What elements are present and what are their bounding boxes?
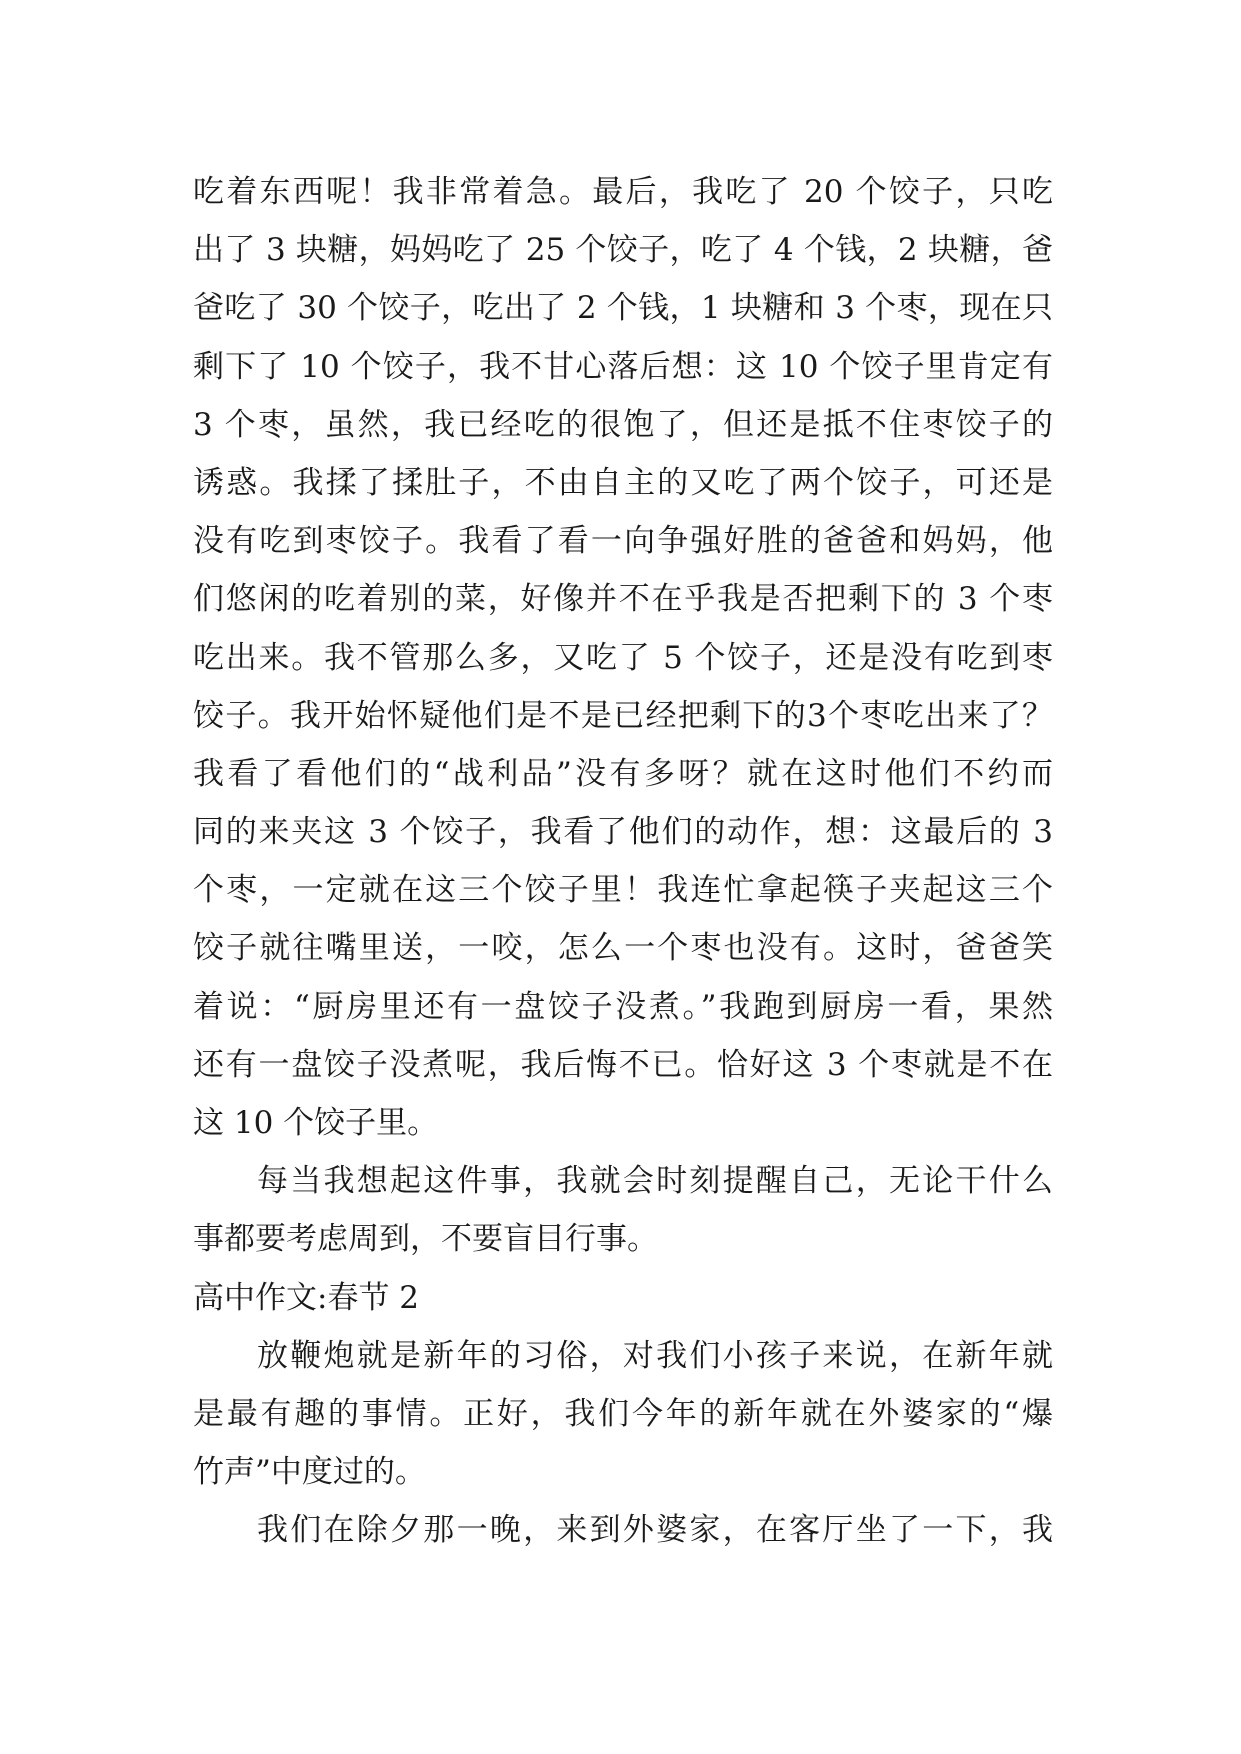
text-line: 出了 3 块糖，妈妈吃了 25 个饺子，吃了 4 个钱，2 块糖，爸 <box>193 232 1053 269</box>
text-line: 还有一盘饺子没煮呢，我后悔不已。恰好这 3 个枣就是不在 <box>193 1046 1053 1083</box>
text-line: 吃着东西呢！我非常着急。最后，我吃了 20 个饺子，只吃 <box>193 174 1053 210</box>
text-line: 饺子。我开始怀疑他们是不是已经把剩下的3个枣吃出来了？ <box>193 697 1053 734</box>
text-line: 着说：“厨房里还有一盘饺子没煮。”我跑到厨房一看，果然 <box>193 988 1053 1025</box>
text-line: 吃出来。我不管那么多，又吃了 5 个饺子，还是没有吃到枣 <box>193 639 1053 676</box>
text-line: 我们在除夕那一晚，来到外婆家，在客厅坐了一下，我 <box>257 1512 1053 1549</box>
text-line: 们悠闲的吃着别的菜，好像并不在乎我是否把剩下的 3 个枣 <box>193 581 1053 618</box>
text-line: 每当我想起这件事，我就会时刻提醒自己，无论干什么 <box>257 1163 1053 1200</box>
text-line: 是最有趣的事情。正好，我们今年的新年就在外婆家的“爆 <box>193 1395 1053 1432</box>
text-line: 饺子就往嘴里送，一咬，怎么一个枣也没有。这时，爸爸笑 <box>193 930 1053 967</box>
text-line: 3 个枣，虽然，我已经吃的很饱了，但还是抵不住枣饺子的 <box>193 406 1053 443</box>
essay-text <box>193 163 1053 1560</box>
text-line: 这 10 个饺子里。 <box>193 1105 439 1141</box>
text-line: 诱惑。我揉了揉肚子，不由自主的又吃了两个饺子，可还是 <box>193 464 1053 501</box>
text-line: 竹声”中度过的。 <box>193 1454 426 1491</box>
essay-heading: 高中作文:春节 2 <box>193 1279 420 1316</box>
text-line: 同的来夹这 3 个饺子，我看了他们的动作，想：这最后的 3 <box>193 814 1053 851</box>
text-line: 放鞭炮就是新年的习俗，对我们小孩子来说，在新年就 <box>257 1337 1053 1374</box>
paragraph-new-year-eve <box>193 1501 1053 1559</box>
paragraph-dumplings-story <box>193 163 1053 1152</box>
text-line: 事都要考虑周到，不要盲目行事。 <box>193 1221 658 1258</box>
paragraph-firecrackers-intro <box>193 1327 1053 1502</box>
text-line: 爸吃了 30 个饺子，吃出了 2 个钱，1 块糖和 3 个枣，现在只 <box>193 290 1053 327</box>
text-line: 没有吃到枣饺子。我看了看一向争强好胜的爸爸和妈妈，他 <box>193 523 1053 560</box>
paragraph-reflection <box>193 1152 1053 1268</box>
text-line: 我看了看他们的“战利品”没有多呀？就在这时他们不约而 <box>193 755 1053 792</box>
text-line: 个枣，一定就在这三个饺子里！我连忙拿起筷子夹起这三个 <box>193 872 1053 909</box>
text-line: 剩下了 10 个饺子，我不甘心落后想：这 10 个饺子里肯定有 <box>193 348 1053 385</box>
